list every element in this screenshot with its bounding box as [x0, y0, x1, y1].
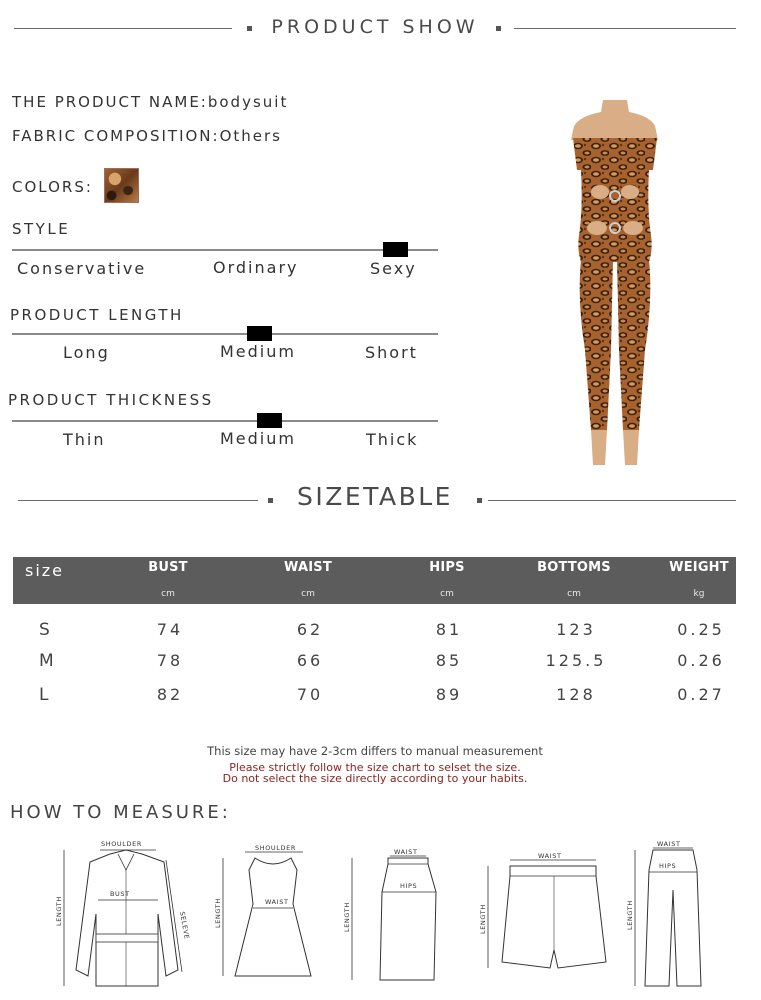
heading-rule-right [488, 500, 736, 501]
column-unit: cm [301, 589, 315, 599]
cell-bust: 74 [156, 620, 184, 639]
color-swatch-snakeskin[interactable] [104, 168, 139, 203]
column-name: HIPS [429, 560, 465, 575]
size-warning-2: Do not select the size directly according to your habits. [222, 772, 528, 785]
style-label-ordinary: Ordinary [213, 258, 299, 277]
bust-label: BUST [110, 890, 130, 898]
style-scale-title: STYLE [12, 220, 71, 238]
length-scale-title: PRODUCT LENGTH [10, 306, 184, 324]
heading-dot-right [477, 498, 482, 503]
row-size: S [39, 620, 50, 640]
trousers-measure-diagram [625, 830, 735, 992]
sleeve-label: SELEVE [178, 910, 191, 941]
row-size: L [39, 685, 49, 705]
column-unit: cm [161, 589, 175, 599]
column-name: WEIGHT [669, 560, 729, 575]
hips-label: HIPS [659, 862, 677, 870]
cell-weight: 0.25 [677, 620, 725, 639]
heading-dot-right [496, 26, 501, 31]
cell-bottoms: 128 [556, 685, 596, 704]
length-label-long: Long [63, 343, 110, 362]
colors-label: COLORS: [12, 178, 93, 196]
fabric-label: FABRIC COMPOSITION: [12, 127, 220, 145]
table-row [13, 651, 736, 675]
length-label: LENGTH [55, 896, 63, 926]
cell-hips: 89 [435, 685, 463, 704]
thickness-scale-title: PRODUCT THICKNESS [8, 391, 214, 409]
how-to-measure-title: HOW TO MEASURE: [10, 802, 231, 823]
cell-hips: 85 [435, 651, 463, 670]
table-row [13, 685, 736, 709]
length-label: LENGTH [214, 898, 222, 928]
jacket-measure-diagram [48, 830, 198, 992]
style-scale-marker [383, 242, 408, 257]
dress-measure-diagram [215, 830, 315, 992]
column-name: BUST [148, 560, 188, 575]
cell-waist: 66 [296, 651, 324, 670]
cell-bottoms: 125.5 [545, 651, 607, 670]
thickness-label-medium: Medium [220, 429, 296, 448]
length-label: LENGTH [479, 904, 487, 934]
shoulder-label: SHOULDER [101, 840, 142, 848]
column-unit: cm [567, 589, 581, 599]
cell-hips: 81 [435, 620, 463, 639]
product-name-value: bodysuit [207, 93, 289, 111]
table-row [13, 620, 736, 644]
shorts-measure-diagram [478, 830, 618, 992]
length-label-medium: Medium [220, 342, 296, 361]
fabric-value: Others [219, 127, 282, 145]
waist-label: WAIST [394, 848, 418, 856]
length-label: LENGTH [626, 900, 634, 930]
sizetable-heading [0, 480, 750, 520]
thickness-scale-line [12, 420, 438, 422]
shoulder-label: SHOULDER [255, 844, 296, 852]
style-scale-line [12, 249, 438, 251]
style-label-conservative: Conservative [17, 259, 147, 278]
waist-label: WAIST [265, 898, 289, 906]
length-scale-line [12, 333, 438, 335]
column-name: WAIST [284, 560, 332, 575]
column-name: BOTTOMS [537, 560, 611, 575]
hips-label: HIPS [400, 882, 418, 890]
cell-bottoms: 123 [556, 620, 596, 639]
length-label-short: Short [365, 343, 418, 362]
size-table-header [13, 557, 736, 604]
product-photo-bodysuit [555, 100, 675, 465]
length-label: LENGTH [343, 902, 351, 932]
heading-rule-right [514, 28, 736, 29]
measurement-note: This size may have 2-3cm differs to manual measurement [207, 744, 543, 758]
size-table [13, 557, 736, 705]
size-warning-1: Please strictly follow the size chart to selset the size. [229, 761, 521, 774]
product-name-label: THE PRODUCT NAME: [12, 93, 208, 111]
cell-waist: 70 [296, 685, 324, 704]
style-label-sexy: Sexy [370, 259, 417, 278]
waist-label: WAIST [538, 852, 562, 860]
product-show-title: PRODUCT SHOW [271, 16, 479, 38]
column-unit: kg [693, 589, 705, 599]
product-show-heading [0, 8, 750, 48]
length-scale-marker [247, 326, 272, 341]
thickness-scale-marker [257, 413, 282, 428]
row-size: M [39, 651, 54, 671]
cell-weight: 0.26 [677, 651, 725, 670]
waist-label: WAIST [657, 840, 681, 848]
fabric-row [12, 127, 282, 145]
sizetable-title: SIZETABLE [297, 482, 453, 511]
cell-bust: 82 [156, 685, 184, 704]
skirt-measure-diagram [340, 830, 450, 992]
product-name-row [12, 93, 288, 111]
size-column-header: size [25, 561, 65, 580]
thickness-label-thin: Thin [63, 430, 106, 449]
cell-bust: 78 [156, 651, 184, 670]
cell-waist: 62 [296, 620, 324, 639]
cell-weight: 0.27 [677, 685, 725, 704]
column-unit: cm [440, 589, 454, 599]
thickness-label-thick: Thick [366, 430, 419, 449]
